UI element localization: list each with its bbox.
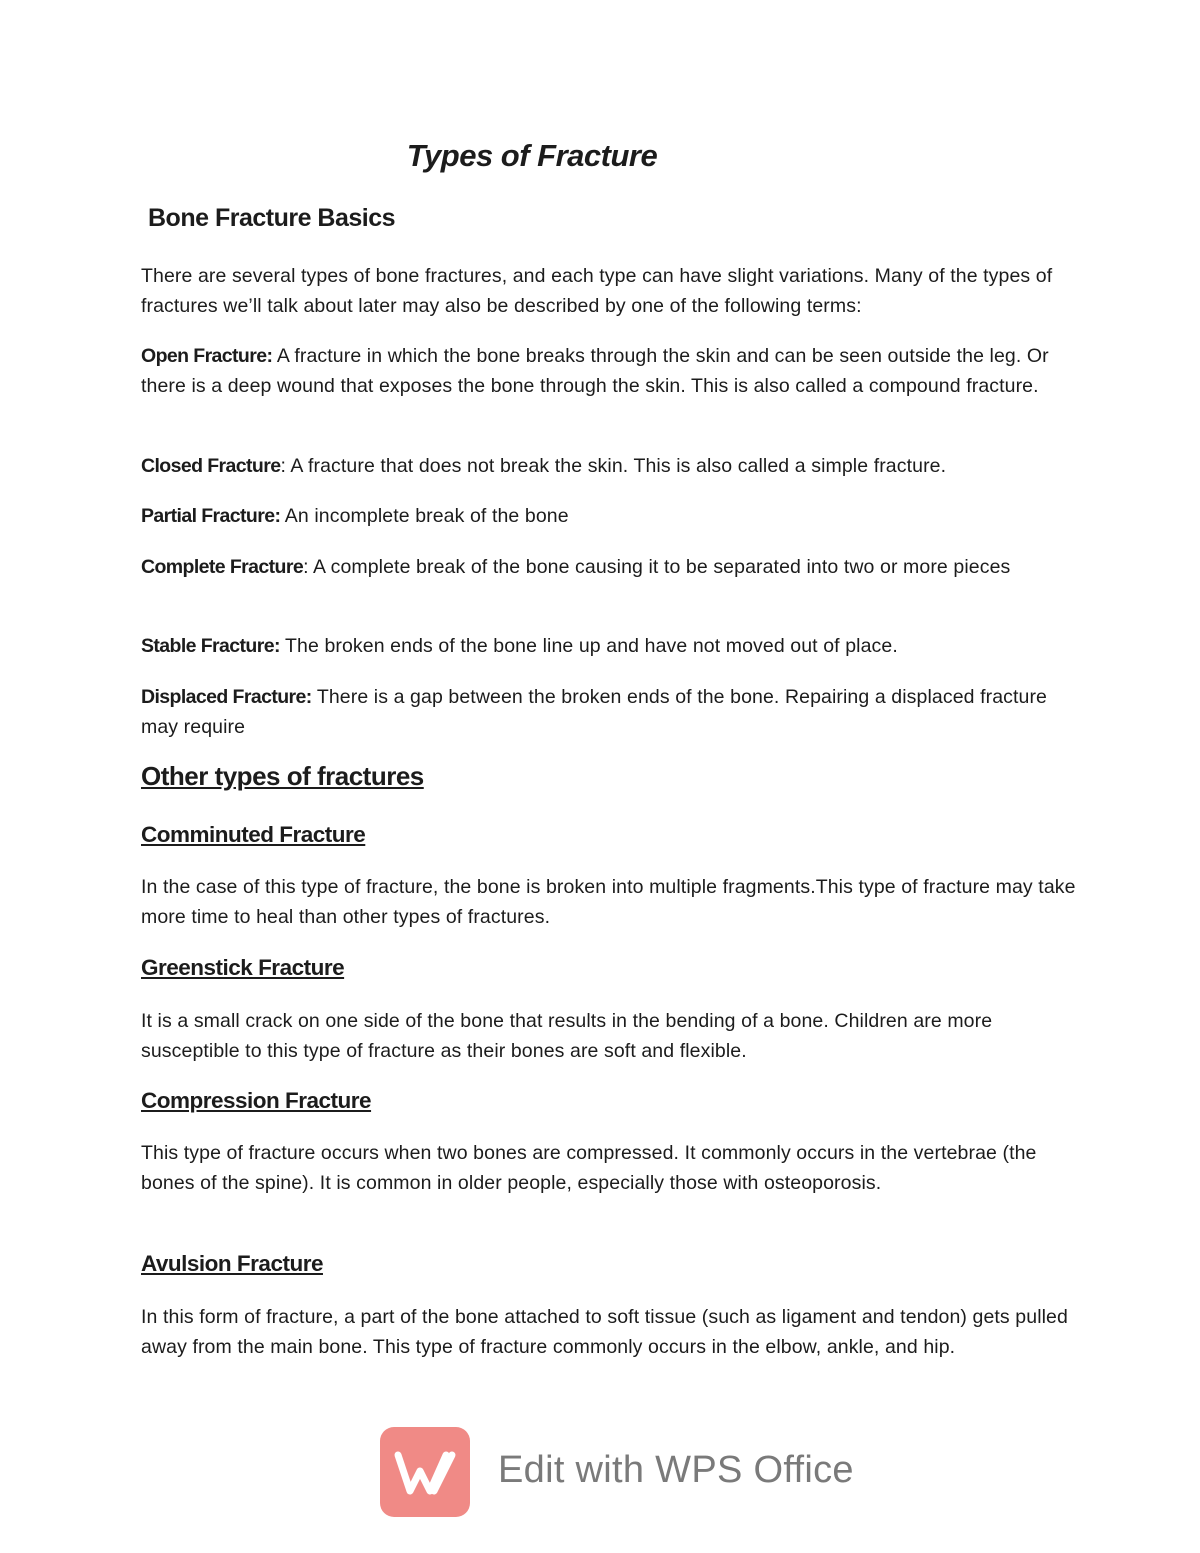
- term-definition: A fracture in which the bone breaks through the skin and can be seen outside the leg. Or there is a deep wound that exposes the bone through the skin. This is also called a compound fracture.: [141, 345, 1049, 397]
- term-label: Displaced Fracture:: [141, 686, 312, 708]
- term-label: Complete Fracture: [141, 556, 304, 578]
- term-label: Partial Fracture:: [141, 505, 281, 527]
- greenstick-heading: Greenstick Fracture: [141, 955, 345, 980]
- avulsion-heading: Avulsion Fracture: [141, 1251, 323, 1276]
- other-types-heading: Other types of fractures: [141, 761, 424, 791]
- term-definition: : A complete break of the bone causing it to be separated into two or more pieces: [303, 556, 1011, 578]
- term-partial-fracture: [141, 501, 1081, 531]
- wps-logo-icon: [380, 1427, 470, 1517]
- term-open-fracture: [141, 341, 1081, 401]
- term-definition: An incomplete break of the bone: [280, 505, 569, 527]
- intro-paragraph: There are several types of bone fractures, and each type can have slight variations. Many of the types of fractures we’ll talk about later may also be described by one of the following terms:: [141, 265, 1053, 317]
- term-complete-fracture: [141, 552, 1081, 582]
- wps-watermark[interactable]: [380, 1427, 860, 1519]
- comminuted-heading: Comminuted Fracture: [141, 822, 366, 847]
- document-title: Types of Fracture: [406, 138, 658, 173]
- term-definition: The broken ends of the bone line up and have not moved out of place.: [279, 635, 898, 657]
- avulsion-text: In this form of fracture, a part of the bone attached to soft tissue (such as ligament and tendon) gets pulled away from the main bone. This type of fracture commonly occurs in the elbow, ankle, and hip.: [141, 1306, 1068, 1358]
- greenstick-text: It is a small crack on one side of the bone that results in the bending of a bone. Children are more susceptible to this type of fracture as their bones are soft and flexible.: [141, 1010, 993, 1062]
- section-heading: Bone Fracture Basics: [148, 204, 396, 232]
- term-displaced-fracture: [141, 682, 1081, 742]
- term-label: Closed Fracture: [141, 455, 281, 477]
- term-stable-fracture: [141, 631, 1081, 661]
- comminuted-text: In the case of this type of fracture, the bone is broken into multiple fragments.This type of fracture may take more time to heal than other types of fractures.: [141, 876, 1076, 928]
- term-label: Open Fracture:: [141, 345, 273, 367]
- wps-edit-label: Edit with WPS Office: [498, 1449, 854, 1491]
- term-definition: : A fracture that does not break the skin. This is also called a simple fracture.: [280, 455, 947, 477]
- term-closed-fracture: [141, 451, 1081, 481]
- compression-heading: Compression Fracture: [141, 1088, 372, 1113]
- term-label: Stable Fracture:: [141, 635, 280, 657]
- term-definition: There is a gap between the broken ends of the bone. Repairing a displaced fracture may require: [141, 686, 1048, 738]
- compression-text: This type of fracture occurs when two bones are compressed. It commonly occurs in the vertebrae (the bones of the spine). It is common in older people, especially those with osteoporosis.: [141, 1142, 1037, 1194]
